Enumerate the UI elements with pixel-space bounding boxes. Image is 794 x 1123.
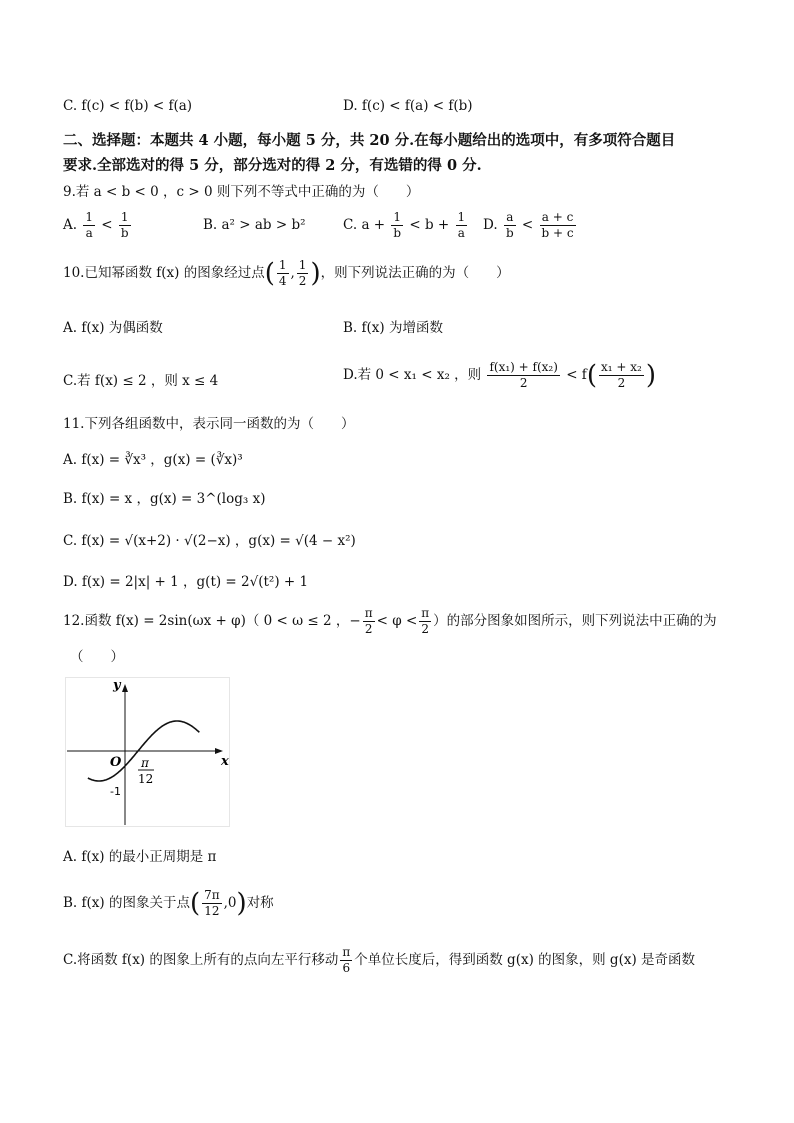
q10-point-x: $\frac{1}{4}$ [278,258,287,288]
q9-c-pre: a + [361,217,386,233]
q12-c-pre: C.将函数 f(x) 的图象上所有的点向左平行移动 [63,952,339,968]
q9-a-relation: < [101,217,113,233]
q9-option-c [343,210,469,241]
q10-d-paren-open: ( [586,360,597,391]
q10-stem-pre: 10.已知幂函数 f(x) 的图象经过点 [63,265,265,281]
x-axis-label: x [221,754,229,769]
q9-d-frac1: $\frac{a}{b}$ [505,210,514,240]
q9-d-label: D. [483,217,498,233]
q12-b-pre: B. f(x) 的图象关于点 [63,895,190,911]
q10-d-pre: D.若 0 < x₁ < x₂ ，则 [343,367,482,383]
q11-option-d: D. f(x) = 2|x| + 1 ，g(t) = 2√(t²) + 1 [63,574,309,590]
q9-c-frac1: $\frac{1}{b}$ [393,210,402,240]
q12-c-post: 个单位长度后，得到函数 g(x) 的图象，则 g(x) 是奇函数 [354,952,696,968]
q12-frac-lower: $\frac{\pi}{2}$ [364,606,373,636]
q9-d-frac2: $\frac{a + c}{b + c}$ [541,210,574,240]
section2-heading-line2: 要求.全部选对的得 5 分，部分选对的得 2 分，有选错的得 0 分. [63,157,482,174]
q9-d-relation: < [521,217,534,233]
y-intercept-label: -1 [110,785,121,798]
q10-paren-open: ( [264,258,275,289]
tick-label-numerator: π [141,756,149,770]
q11-stem: 11.下列各组函数中，表示同一函数的为（ ） [63,416,355,432]
q9-a-label: A. [63,217,78,233]
q9-option-a [63,210,133,241]
q12-stem-post: ）的部分图象如图所示，则下列说法中正确的为 [433,613,717,629]
q12-b-post: ,0 [223,895,237,911]
q9-a-frac1: $\frac{1}{a}$ [85,210,93,240]
q8-option-c: C. f(c) < f(b) < f(a) [63,98,193,114]
q12-c-frac: $\frac{\pi}{6}$ [342,945,351,975]
q12-b-tail: 对称 [246,895,274,911]
origin-label: O [110,755,122,770]
q9-c-mid: < b + [409,217,450,233]
q11-option-c: C. f(x) = √(x+2) · √(2−x) ，g(x) = √(4 − x²) [63,533,356,549]
q12-frac-upper: $\frac{\pi}{2}$ [421,606,430,636]
q10-d-frac2: $\frac{\text{x₁ + x₂}}{2}$ [600,360,642,390]
q10-option-a: A. f(x) 为偶函数 [63,320,163,336]
q12-stem-mid: < φ < [376,613,418,629]
sine-graph-figure [65,677,230,827]
q10-d-frac1: $\frac{\text{f(x₁) + f(x₂)}}{2}$ [489,360,558,390]
tick-label-denominator: 12 [138,772,154,786]
q10-option-c: C.若 f(x) ≤ 2 ，则 x ≤ 4 [63,373,219,389]
graph-frame [66,678,230,827]
q12-b-paren-open: ( [189,888,201,919]
q12-stem [63,606,717,637]
section2-heading-line1: 二、选择题：本题共 4 小题，每小题 5 分，共 20 分.在每小题给出的选项中，有多项符合题目 [63,132,676,149]
q12-option-b [63,888,274,919]
q10-stem: 10.已知幂函数 f(x) 的图象经过点( $\frac{1}{4}$ , $\frac{1}{2}$ )，则下列说法正确的为（ ） [63,258,510,289]
q12-option-c [63,945,695,976]
q9-a-frac2: $\frac{1}{b}$ [120,210,129,240]
q11-option-b: B. f(x) = x ，g(x) = 3^(log₃ x) [63,491,266,507]
y-axis-label: y [113,678,121,693]
q10-point-y: $\frac{1}{2}$ [298,258,307,288]
q8-option-d: D. f(c) < f(a) < f(b) [343,98,473,114]
q9-stem: 9.若 a < b < 0 ，c > 0 则下列不等式中正确的为（ ） [63,184,420,200]
q12-b-paren-close: ) [236,888,247,919]
q10-stem-post: ，则下列说法正确的为（ ） [320,265,510,281]
y-axis-arrow-icon [122,684,128,692]
q12-option-a: A. f(x) 的最小正周期是 π [63,849,217,865]
q12-stem-pre: 12.函数 f(x) = 2sin(ωx + φ)（ 0 < ω ≤ 2 ，− [63,613,361,629]
q11-option-a: A. f(x) = ∛x³ ，g(x) = (∛x)³ [63,452,243,468]
q9-c-label: C. [343,217,358,233]
q9-option-b: B. a² > ab > b² [203,217,306,233]
q10-paren-close: ) [310,258,321,289]
q10-d-relation: < f [566,367,587,383]
q12-stem-line2: （ ） [70,649,124,665]
q10-option-d [343,360,656,391]
q10-option-b: B. f(x) 为增函数 [343,320,443,336]
q9-option-d [483,210,578,241]
q10-d-paren-close: ) [645,360,656,391]
q12-b-frac: $\frac{7\pi}{12}$ [204,888,220,918]
q9-c-frac2: $\frac{1}{a}$ [457,210,466,240]
